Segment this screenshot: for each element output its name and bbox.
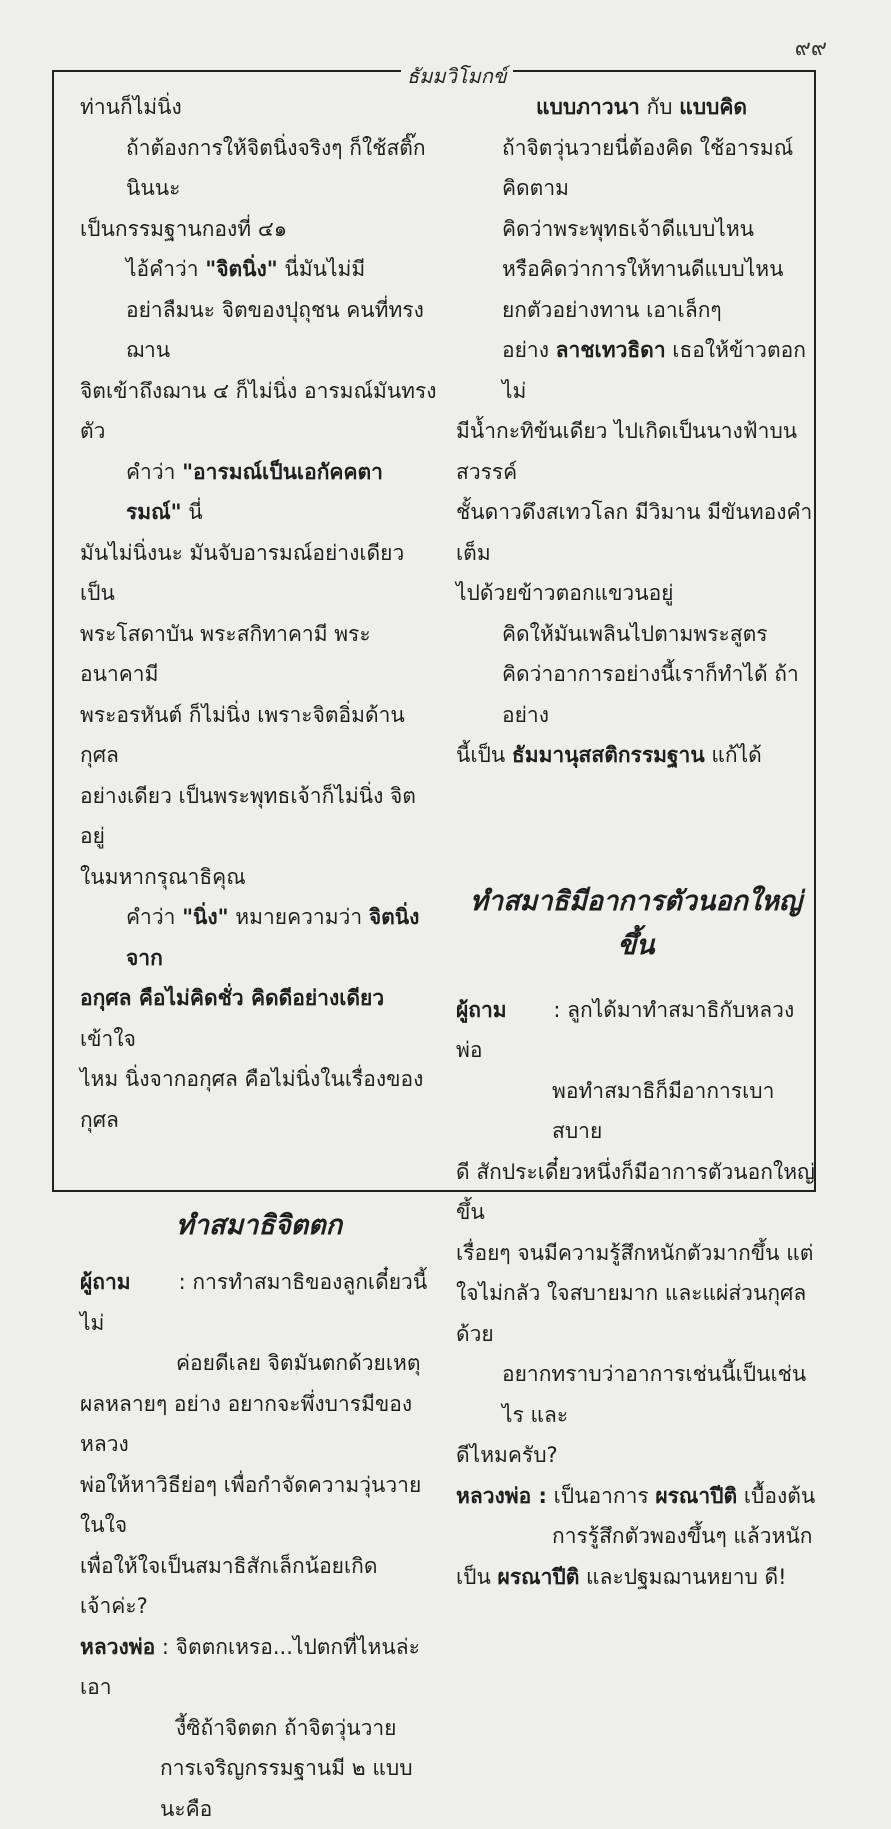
- page-number: ๙๙: [794, 36, 827, 61]
- dialogue-line: หลวงพ่อ : จิตตกเหรอ...ไปตกที่ไหนล่ะ เอา: [80, 1634, 420, 1699]
- text-line: เรื่อยๆ จนมีความรู้สึกหนักตัวมากขึ้น แต่: [456, 1240, 814, 1265]
- text-line: อย่างเดียว เป็นพระพุทธเจ้าก็ไม่นิ่ง จิตอยู่: [80, 783, 416, 848]
- text-line: ยกตัวอย่างทาน เอาเล็กๆ: [502, 297, 722, 322]
- text-line: ตัว: [80, 419, 106, 443]
- speaker-label: ผู้ถาม: [456, 997, 507, 1022]
- text-line: พระอรหันต์ ก็ไม่นิ่ง เพราะจิตอิ่มด้านกุศล: [80, 702, 405, 767]
- text-line: พ่อให้หาวิธีย่อๆ เพื่อกำจัดความวุ่นวายในใจ: [80, 1472, 422, 1537]
- text-line: พระโสดาบัน พระสกิทาคามี พระอนาคามี: [80, 621, 371, 686]
- speaker-label: หลวงพ่อ :: [456, 1483, 547, 1508]
- section-heading: ทำสมาธิจิตตก: [175, 1210, 343, 1241]
- text-line: ชั้นดาวดึงสเทวโลก มีวิมาน มีขันทองคำเต็ม: [456, 500, 813, 565]
- running-header: ธัมมวิโมกข์: [401, 60, 513, 92]
- text-line: การเจริญกรรมฐานมี ๒ แบบนะคือ: [160, 1756, 413, 1821]
- text-line: อกุศล คือไม่คิดชั่ว คิดดีอย่างเดียว เข้าใจ: [80, 986, 385, 1051]
- text-line: ท่านก็ไม่นิ่ง: [80, 95, 182, 119]
- text-line: นี้เป็น ธัมมานุสสติกรรมฐาน แก้ได้: [456, 743, 762, 767]
- speaker-label: ผู้ถาม: [80, 1270, 131, 1294]
- text-line: ถ้าจิตวุ่นวายนี่ต้องคิด ใช้อารมณ์คิดตาม: [502, 135, 794, 200]
- text-line: เพื่อให้ใจเป็นสมาธิสักเล็กน้อยเกิดเจ้าค่ะ?: [80, 1553, 378, 1618]
- text-line: ค่อยดีเลย จิตมันตกด้วยเหตุ: [176, 1351, 421, 1375]
- text-line: คิดให้มันเพลินไปตามพระสูตร: [502, 621, 768, 646]
- text-line: แบบภาวนา กับ แบบคิด: [536, 95, 748, 119]
- text-line: ในมหากรุณาธิคุณ: [80, 864, 246, 889]
- text-line: เป็นกรรมฐานกองที่ ๔๑: [80, 216, 288, 241]
- text-line: อยากทราบว่าอาการเช่นนี้เป็นเช่นไร และ: [502, 1362, 807, 1427]
- text-line: พอทำสมาธิก็มีอาการเบาสบาย: [552, 1078, 775, 1143]
- left-column: [80, 87, 438, 1829]
- text-line: อย่าลืมนะ จิตของปุถุชน คนที่ทรงฌาน: [126, 297, 424, 362]
- text-line: มันไม่นิ่งนะ มันจับอารมณ์อย่างเดียว เป็น: [80, 540, 405, 605]
- text-line: จิตเข้าถึงฌาน ๔ ก็ไม่นิ่ง อารมณ์มันทรง: [80, 378, 437, 403]
- text-line: งี้ซิถ้าจิตตก ถ้าจิตวุ่นวาย: [176, 1715, 397, 1740]
- text-line: ไปด้วยข้าวตอกแขวนอยู่: [456, 581, 674, 605]
- text-line: การรู้สึกตัวพองขึ้นๆ แล้วหนัก: [552, 1524, 813, 1548]
- text-line: คิดว่าพระพุทธเจ้าดีแบบไหน: [502, 216, 755, 241]
- dialogue-line: ผู้ถาม : การทำสมาธิของลูกเดี๋ยวนี้ไม่: [80, 1270, 428, 1335]
- dialogue-line: หลวงพ่อ : เป็นอาการ ผรณาปีติ เบื้องต้น: [456, 1483, 816, 1508]
- text-line: เป็น ผรณาปีติ และปฐมฌานหยาบ ดี!: [456, 1564, 787, 1589]
- text-line: อย่าง ลาชเทวธิดา เธอให้ข้าวตอกไม่: [502, 338, 806, 403]
- text-line: ไหม นิ่งจากอกุศล คือไม่นิ่งในเรื่องของกุศล: [80, 1067, 424, 1132]
- text-line: ดี สักประเดี๋ยวหนึ่งก็มีอาการตัวนอกใหญ่ขึ้น: [456, 1159, 815, 1224]
- text-line: มีน้ำกะทิข้นเดียว ไปเกิดเป็นนางฟ้าบนสวรรค์: [456, 419, 798, 484]
- text-line: คิดว่าอาการอย่างนี้เราก็ทำได้ ถ้าอย่าง: [502, 662, 799, 727]
- section-heading: ทำสมาธิมีอาการตัวนอกใหญ่ขึ้น: [470, 885, 802, 961]
- text-line: ไอ้คำว่า "จิตนิ่ง" นี่มันไม่มี: [126, 257, 366, 281]
- text-line: ดีไหมครับ?: [456, 1443, 558, 1467]
- text-line: คำว่า "อารมณ์เป็นเอกัคคตารมณ์" นี่: [126, 459, 383, 524]
- text-line: คำว่า "นิ่ง" หมายความว่า จิตนิ่งจาก: [126, 905, 420, 970]
- text-line: ใจไม่กลัว ใจสบายมาก และแผ่ส่วนกุศลด้วย: [456, 1281, 807, 1346]
- text-line: หรือคิดว่าการให้ทานดีแบบไหน: [502, 257, 784, 281]
- right-column: [456, 87, 816, 1597]
- text-line: ถ้าต้องการให้จิตนิ่งจริงๆ ก็ใช้สติ๊กนินนะ: [126, 135, 426, 200]
- speaker-label: หลวงพ่อ: [80, 1634, 156, 1659]
- text-line: ผลหลายๆ อย่าง อยากจะพึ่งบารมีของหลวง: [80, 1391, 413, 1456]
- dialogue-line: ผู้ถาม : ลูกได้มาทำสมาธิกับหลวงพ่อ: [456, 997, 795, 1062]
